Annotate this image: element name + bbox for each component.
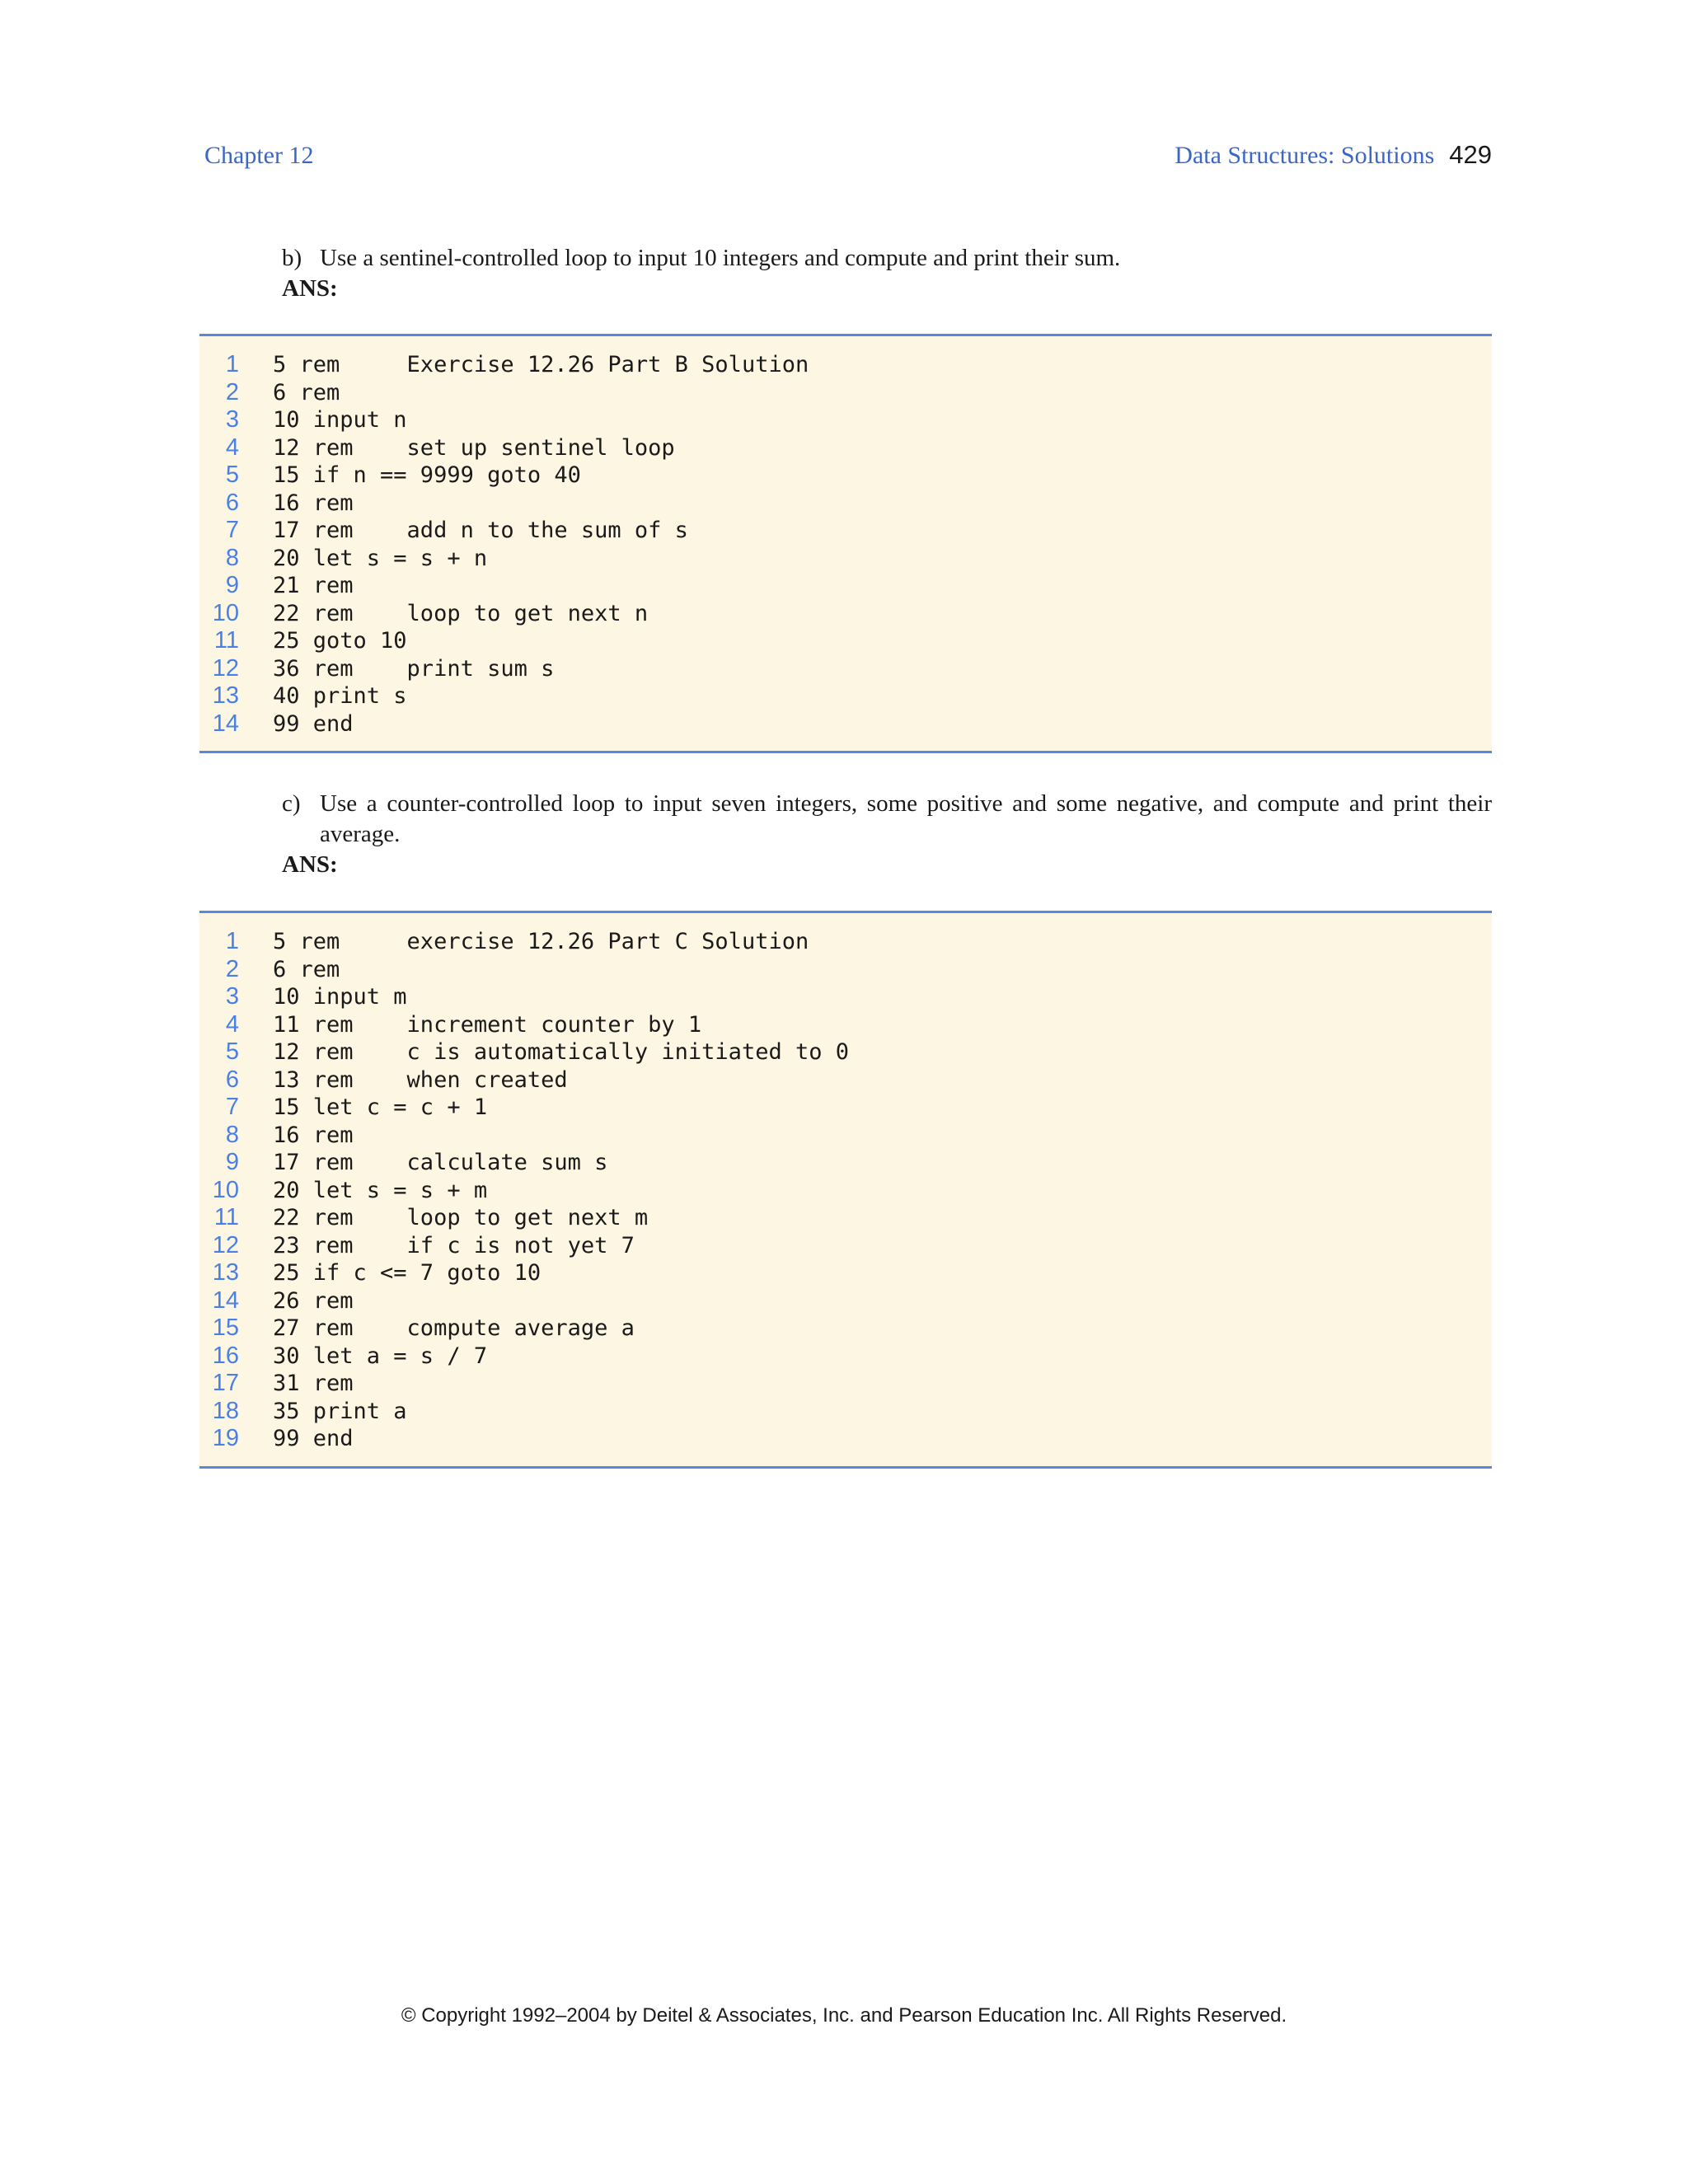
- code-line: [199, 490, 1492, 518]
- code-line: [199, 1425, 1492, 1453]
- line-code: 23 rem if c is not yet 7: [273, 1232, 635, 1258]
- code-line: [199, 1232, 1492, 1260]
- line-code: 16 rem: [273, 490, 354, 516]
- line-code: 20 let s = s + n: [273, 545, 488, 571]
- line-code: 25 goto 10: [273, 628, 407, 654]
- line-number: 13: [212, 1259, 239, 1286]
- line-code: 22 rem loop to get next m: [273, 1205, 649, 1231]
- line-code: 5 rem Exercise 12.26 Part B Solution: [273, 352, 809, 378]
- code-line: [199, 600, 1492, 628]
- code-line: [199, 1149, 1492, 1177]
- code-line: [199, 379, 1492, 407]
- line-code: 6 rem: [273, 379, 340, 405]
- line-code: 12 rem c is automatically initiated to 0: [273, 1039, 849, 1066]
- line-number: 18: [212, 1397, 239, 1424]
- section-title: Data Structures: Solutions: [1175, 142, 1435, 169]
- line-number: 14: [212, 710, 239, 737]
- line-code: 15 let c = c + 1: [273, 1094, 488, 1121]
- line-number: 11: [213, 627, 239, 654]
- code-listing-part-b: [199, 334, 1492, 753]
- code-line: [199, 1315, 1492, 1343]
- line-code: 22 rem loop to get next n: [273, 600, 649, 626]
- code-line: [199, 572, 1492, 600]
- line-code: 25 if c <= 7 goto 10: [273, 1260, 542, 1286]
- line-number: 17: [212, 1370, 239, 1397]
- line-number: 10: [212, 1176, 239, 1203]
- code-listing-part-c: [199, 911, 1492, 1469]
- line-code: 5 rem exercise 12.26 Part C Solution: [273, 929, 809, 955]
- line-code: 26 rem: [273, 1287, 354, 1314]
- line-number: 10: [212, 599, 239, 626]
- line-number: 1: [225, 351, 239, 378]
- question-text: Use a sentinel-controlled loop to input 10 integers and compute and print their sum.: [320, 245, 1121, 271]
- code-line: [199, 928, 1492, 956]
- code-line: [199, 1287, 1492, 1315]
- chapter-header: Chapter 12: [204, 142, 314, 169]
- line-number: 11: [213, 1204, 239, 1231]
- line-code: 11 rem increment counter by 1: [273, 1011, 702, 1038]
- code-line: [199, 1122, 1492, 1150]
- section-header: [1175, 140, 1492, 170]
- line-code: 17 rem calculate sum s: [273, 1150, 608, 1176]
- line-number: 9: [225, 572, 239, 599]
- line-code: 30 let a = s / 7: [273, 1343, 488, 1369]
- line-number: 3: [225, 983, 239, 1010]
- code-line: [199, 462, 1492, 490]
- line-code: 10 input n: [273, 407, 407, 434]
- code-line: [199, 1343, 1492, 1371]
- code-line: [199, 517, 1492, 545]
- code-line: [199, 1011, 1492, 1039]
- line-code: 99 end: [273, 1426, 354, 1452]
- line-number: 8: [225, 544, 239, 571]
- code-line: [199, 1398, 1492, 1426]
- line-code: 99 end: [273, 710, 354, 737]
- question-part-b: [282, 243, 1492, 304]
- code-line: [199, 956, 1492, 984]
- line-number: 1: [225, 928, 239, 955]
- page-number: 429: [1449, 140, 1492, 169]
- line-number: 7: [225, 1094, 239, 1121]
- code-line: [199, 710, 1492, 738]
- line-code: 40 print s: [273, 683, 407, 710]
- line-code: 10 input m: [273, 984, 407, 1010]
- code-line: [199, 351, 1492, 379]
- line-number: 4: [225, 434, 239, 461]
- code-line: [199, 545, 1492, 573]
- line-number: 7: [225, 517, 239, 544]
- line-number: 19: [212, 1425, 239, 1452]
- copyright-footer: © Copyright 1992–2004 by Deitel & Associates, Inc. and Pearson Education Inc. All Rights Reserved.: [401, 2004, 1287, 2027]
- line-code: 27 rem compute average a: [273, 1315, 635, 1342]
- code-line: [199, 434, 1492, 462]
- code-line: [199, 406, 1492, 434]
- line-code: 17 rem add n to the sum of s: [273, 518, 688, 544]
- line-code: 15 if n == 9999 goto 40: [273, 462, 581, 489]
- line-code: 20 let s = s + m: [273, 1177, 488, 1203]
- line-number: 16: [212, 1342, 239, 1369]
- question-letter: b): [282, 245, 302, 271]
- line-code: 21 rem: [273, 573, 354, 599]
- line-number: 9: [225, 1149, 239, 1176]
- line-number: 14: [212, 1286, 239, 1314]
- question-letter: c): [282, 790, 301, 817]
- line-number: 2: [225, 955, 239, 982]
- line-number: 5: [225, 1038, 239, 1066]
- line-number: 2: [225, 378, 239, 405]
- code-line: [199, 1370, 1492, 1398]
- line-code: 13 rem when created: [273, 1066, 568, 1093]
- line-code: 31 rem: [273, 1371, 354, 1397]
- code-line: [199, 1038, 1492, 1066]
- code-line: [199, 1259, 1492, 1287]
- line-number: 6: [225, 489, 239, 516]
- line-number: 6: [225, 1066, 239, 1093]
- line-code: 6 rem: [273, 956, 340, 982]
- line-number: 4: [225, 1010, 239, 1038]
- line-number: 12: [212, 654, 239, 682]
- code-line: [199, 682, 1492, 710]
- line-code: 12 rem set up sentinel loop: [273, 434, 675, 461]
- line-number: 5: [225, 462, 239, 489]
- line-number: 13: [212, 682, 239, 710]
- line-number: 12: [212, 1231, 239, 1258]
- line-number: 8: [225, 1121, 239, 1148]
- code-line: [199, 983, 1492, 1011]
- line-number: 3: [225, 406, 239, 434]
- code-line: [199, 1066, 1492, 1094]
- code-line: [199, 627, 1492, 655]
- line-code: 16 rem: [273, 1122, 354, 1148]
- question-part-c: [282, 789, 1492, 880]
- code-line: [199, 655, 1492, 683]
- line-code: 36 rem print sum s: [273, 655, 555, 682]
- code-line: [199, 1177, 1492, 1205]
- code-line: [199, 1204, 1492, 1232]
- question-text: Use a counter-controlled loop to input seven integers, some positive and some negative, and compute and print their average.: [320, 790, 1492, 847]
- line-code: 35 print a: [273, 1398, 407, 1424]
- code-line: [199, 1094, 1492, 1122]
- answer-label: ANS:: [282, 851, 338, 878]
- answer-label: ANS:: [282, 275, 338, 302]
- line-number: 15: [212, 1315, 239, 1342]
